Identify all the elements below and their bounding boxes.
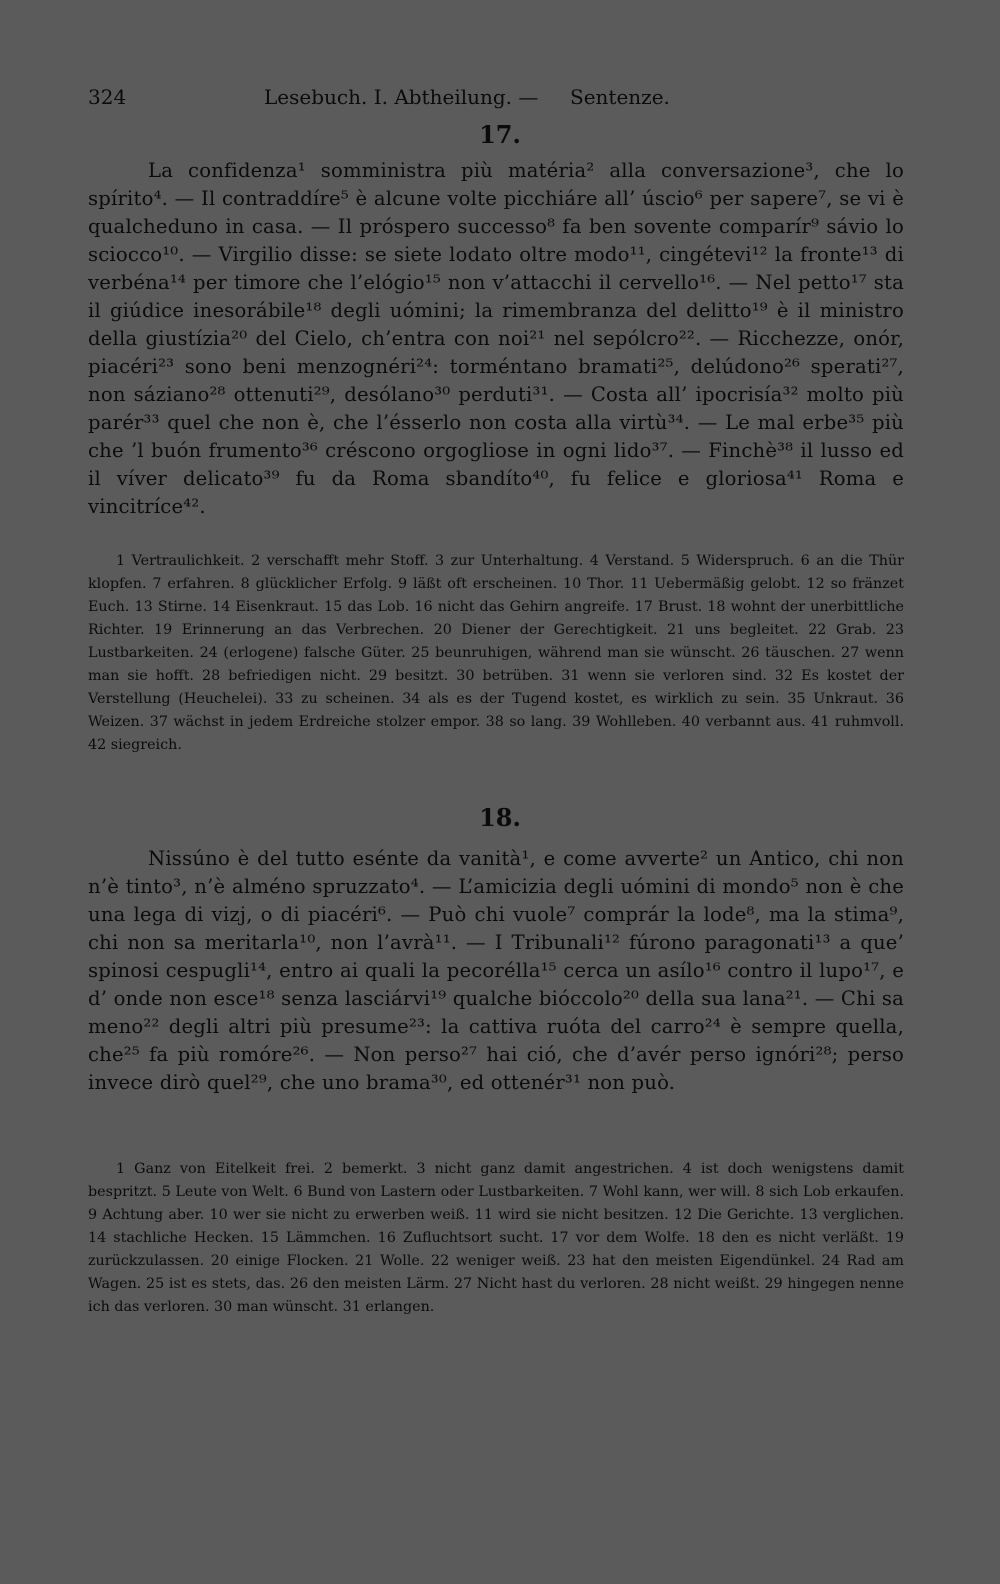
section-number-18: 18. xyxy=(479,803,521,832)
section-17-footnotes: 1 Vertraulichkeit. 2 verschafft mehr Stoff. 3 zur Unterhaltung. 4 Verstand. 5 Widerspruch. 6 an die Thür klopfen. 7 erfahren. 8 glücklicher Erfolg. 9 läßt oft erscheinen. 10 Thor. 11 Uebermäßig gelobt. 12 so fränzet Euch. 13 Stirne. 14 Eisenkraut. 15 das Lob. 16 nicht das Gehirn angreife. 17 Brust. 18 wohnt der unerbittliche Richter. 19 Erinnerung an das Verbrechen. 20 Diener der Gerechtigkeit. 21 uns begleitet. 22 Grab. 23 Lustbarkeiten. 24 (erlogene) falsche Güter. 25 beunruhigen, während man sie wünscht. 26 täuschen. 27 wenn man sie hofft. 28 befriedigen nicht. 29 besitzt. 30 betrüben. 31 wenn sie verloren sind. 32 Es kostet der Verstellung (Heuchelei). 33 zu scheinen. 34 als es der Tugend kostet, es wirklich zu sein. 35 Unkraut. 36 Weizen. 37 wächst in jedem Erdreiche stolzer empor. 38 so lang. 39 Wohlleben. 40 verbannt aus. 41 ruhmvoll. 42 siegreich. xyxy=(88,553,904,753)
section-18-text: Nissúno è del tutto esénte da vanità¹, e come avverte² un Antico, chi non n’è tinto³, n’è alméno spruzzato⁴. — L’amicizia degli uómini di mondo⁵ non è che una lega di vizj, o di piacéri⁶. — Può chi vuole⁷ comprár la lode⁸, ma la stima⁹, chi non sa meritarla¹⁰, non l’avrà¹¹. — I Tribunali¹² fúrono paragonati¹³ a que’ spinosi cespugli¹⁴, entro ai quali la pecorélla¹⁵ cerca un asílo¹⁶ contro il lupo¹⁷, e d’ onde non esce¹⁸ senza lasciárvi¹⁹ qualche bióccolo²⁰ della sua lana²¹. — Chi sa meno²² degli altri più presume²³: la cattiva ruóta del carro²⁴ è sempre quella, che²⁵ fa più romóre²⁶. — Non perso²⁷ hai ció, che d’avér perso ignóri²⁸; perso invece dirò quel²⁹, che uno brama³⁰, ed ottenér³¹ non può. xyxy=(88,847,904,1094)
section-17-text: La confidenza¹ somministra più matéria² alla conversazione³, che lo spírito⁴. — Il contraddíre⁵ è alcune volte picchiáre all’ úscio⁶ per sapere⁷, se vi è qualcheduno in casa. — Il próspero successo⁸ fa ben sovente comparír⁹ sávio lo sciocco¹⁰. — Virgilio disse: se siete lodato oltre modo¹¹, cingétevi¹² la fronte¹³ di verbéna¹⁴ per timore che l’elógio¹⁵ non v’attacchi il cervello¹⁶. — Nel petto¹⁷ sta il giúdice inesorábile¹⁸ degli uómini; la rimembranza del delitto¹⁹ è il ministro della giustízia²⁰ del Cielo, ch’entra con noi²¹ nel sepólcro²². — Ricchezze, onór, piacéri²³ sono beni menzognéri²⁴: torméntano bramati²⁵, delúdono²⁶ sperati²⁷, non sáziano²⁸ ottenuti²⁹, desólano³⁰ perduti³¹. — Costa all’ ipocrisía³² molto più parér³³ quel che non è, che l’ésserlo non costa alla virtù³⁴. — Le mal erbe³⁵ più che ’l buón frumento³⁶ créscono orgogliose in ogni lido³⁷. — Finchè³⁸ il lusso ed il víver delicato³⁹ fu da Roma sbandíto⁴⁰, fu felice e gloriosa⁴¹ Roma e vincitríce⁴². xyxy=(88,159,904,518)
running-title: Lesebuch. I. Abtheilung. — xyxy=(264,85,539,109)
section-number-17: 17. xyxy=(479,120,521,149)
running-subtitle: Sentenze. xyxy=(570,85,670,109)
section-18-footnotes: 1 Ganz von Eitelkeit frei. 2 bemerkt. 3 nicht ganz damit angestrichen. 4 ist doch wenigstens damit bespritzt. 5 Leute von Welt. 6 Bund von Lastern oder Lustbarkeiten. 7 Wohl kann, wer will. 8 sich Lob erkaufen. 9 Achtung aber. 10 wer sie nicht zu erwerben weiß. 11 wird sie nicht besitzen. 12 Die Gerichte. 13 verglichen. 14 stachliche Hecken. 15 Lämmchen. 16 Zufluchtsort sucht. 17 vor dem Wolfe. 18 den es nicht verläßt. 19 zurückzulassen. 20 einige Flocken. 21 Wolle. 22 weniger weiß. 23 hat den meisten Eigendünkel. 24 Rad am Wagen. 25 ist es stets, das. 26 den meisten Lärm. 27 Nicht hast du verloren. 28 nicht weißt. 29 hingegen nenne ich das verloren. 30 man wünscht. 31 erlangen. xyxy=(88,1161,904,1315)
page-number: 324 xyxy=(88,85,127,109)
